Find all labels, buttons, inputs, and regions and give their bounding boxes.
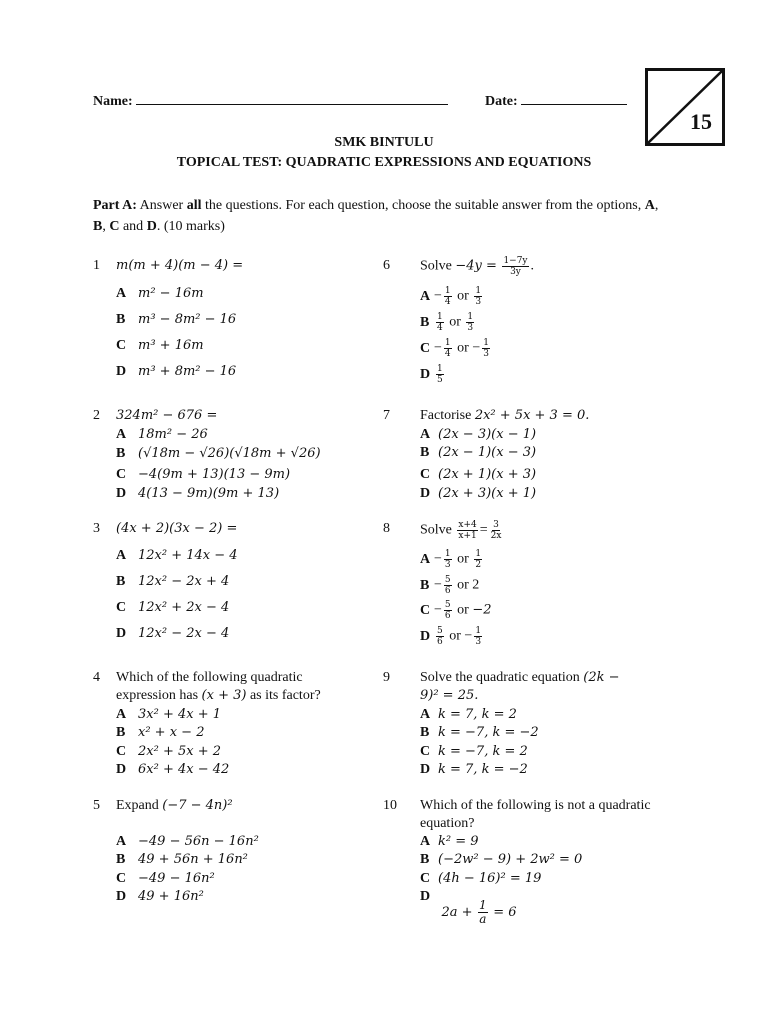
option-label: D [420, 628, 431, 644]
question-equals: = [479, 522, 488, 538]
question-text-part: Solve the quadratic equation [420, 670, 580, 685]
option-label: B [116, 725, 126, 740]
date-label: Date: [485, 94, 518, 109]
question-text: equation? [420, 816, 475, 831]
option-label: D [116, 626, 127, 641]
option-label: D [116, 762, 127, 777]
option-fraction [478, 899, 488, 926]
option-label: B [420, 445, 430, 460]
instr-C: C [109, 219, 120, 234]
question-fraction [457, 520, 477, 541]
option-label: C [420, 340, 431, 356]
option-sign: − [434, 340, 442, 356]
option-fraction [444, 549, 452, 570]
option-or: or [449, 628, 461, 644]
question-text-part: . [530, 258, 535, 274]
question-text [420, 670, 620, 686]
fraction-numerator: 1 [437, 312, 443, 322]
option-sign: − [434, 577, 442, 593]
option-label: A [420, 834, 431, 849]
option-d[interactable] [420, 364, 446, 385]
option-text: 12x² − 2x − 4 [138, 626, 230, 641]
question-number: 6 [383, 258, 390, 273]
fraction-numerator: 5 [437, 626, 443, 636]
question-expr: (−7 − 4n)² [162, 798, 233, 813]
option-text: 12x² − 2x + 4 [138, 574, 230, 589]
date-blank-line [521, 104, 627, 105]
option-sign: − [472, 340, 481, 356]
fraction-numerator: 1 [444, 286, 451, 296]
option-or: or [449, 314, 461, 330]
option-label: B [116, 446, 126, 461]
option-label: B [420, 314, 430, 330]
option-c[interactable] [116, 467, 290, 483]
option-a[interactable] [420, 707, 517, 723]
option-fraction [444, 575, 452, 596]
fraction-denominator: 4 [444, 349, 451, 359]
question-expr: (x + 3) [201, 688, 247, 703]
fraction-numerator: 5 [444, 600, 451, 610]
question-fraction [490, 520, 503, 541]
option-label: C [420, 744, 431, 759]
fraction-denominator: 4 [437, 323, 443, 333]
fraction-numerator: 1 [444, 549, 451, 559]
option-text: 2a + [441, 904, 473, 920]
option-text: k = 7, k = 2 [438, 707, 517, 722]
option-b[interactable] [116, 725, 204, 741]
option-text: x² + x − 2 [138, 725, 205, 740]
score-total: 15 [690, 109, 712, 134]
option-text: 49 + 16n² [138, 889, 204, 904]
question-text: Which of the following quadratic [116, 670, 303, 685]
option-text: −4(9m + 13)(13 − 9m) [138, 467, 291, 482]
fraction-denominator: 3 [444, 560, 451, 570]
option-label: C [420, 602, 431, 618]
option-d[interactable] [420, 762, 528, 778]
question-text [420, 256, 534, 277]
option-label: A [420, 707, 431, 722]
question-number: 9 [383, 670, 390, 685]
option-text: (√18m − √26)(√18m + √26) [138, 446, 321, 461]
fraction-numerator: 1−7y [503, 256, 528, 266]
option-d[interactable] [116, 364, 236, 380]
instr-B: B [93, 219, 103, 234]
question-text: Which of the following is not a quadratic [420, 798, 651, 813]
option-label: A [116, 286, 127, 301]
fraction-denominator: 4 [444, 297, 451, 307]
option-b[interactable] [420, 445, 536, 461]
option-b[interactable] [116, 852, 248, 868]
fraction-denominator: 2x [490, 531, 502, 541]
fraction-denominator: 3 [475, 637, 482, 647]
question-expr: 9)² = 25. [420, 688, 479, 703]
school-name: SMK BINTULU [334, 135, 434, 150]
option-sign: − [464, 628, 473, 644]
option-a[interactable] [420, 286, 484, 307]
option-d[interactable] [420, 626, 484, 647]
name-blank-line [136, 104, 448, 105]
option-label: C [116, 871, 127, 886]
option-text: (2x + 1)(x + 3) [438, 467, 537, 482]
option-or: or [457, 551, 469, 567]
question-text-part: Solve [420, 522, 452, 538]
fraction-denominator: a [479, 912, 487, 926]
part-label: Part A: [93, 198, 137, 213]
option-or: or [457, 340, 469, 356]
fraction-numerator: x+4 [458, 520, 477, 530]
option-b[interactable] [116, 574, 229, 590]
option-text: (2x + 3)(x + 1) [438, 486, 537, 501]
option-text: 3x² + 4x + 1 [138, 707, 222, 722]
fraction-numerator: 1 [437, 364, 443, 374]
instr-marks: . (10 marks) [156, 219, 225, 234]
option-a[interactable] [116, 427, 208, 443]
fraction-numerator: 1 [483, 338, 489, 348]
option-fraction [444, 286, 452, 307]
instr-D: D [146, 219, 157, 234]
option-text: 12x² + 2x − 4 [138, 600, 230, 615]
option-fraction [474, 549, 482, 570]
question-number: 10 [383, 798, 397, 813]
option-label: B [420, 577, 430, 593]
option-c[interactable] [420, 338, 492, 359]
option-sign: − [434, 551, 442, 567]
option-label: C [116, 467, 127, 482]
option-b[interactable] [420, 725, 539, 741]
fraction-denominator: 3 [475, 297, 482, 307]
instr-text: the questions. For each question, choose the suitable answer from the options, [205, 198, 642, 213]
option-label: D [420, 366, 431, 382]
option-label: B [420, 852, 430, 867]
option-label: A [116, 834, 127, 849]
option-text: (4h − 16)² = 19 [438, 871, 542, 886]
option-label: A [420, 288, 431, 304]
question-number: 2 [93, 408, 100, 423]
option-c[interactable] [420, 467, 536, 483]
option-text: 18m² − 26 [138, 427, 208, 442]
date-field [485, 94, 627, 110]
option-text: 12x² + 14x − 4 [138, 548, 238, 563]
option-d[interactable] [116, 889, 204, 905]
option-label: A [420, 427, 431, 442]
option-a[interactable] [420, 427, 536, 443]
option-text: = 6 [493, 904, 517, 920]
fraction-denominator: 3 [467, 323, 474, 333]
question-expr: −4y = [455, 258, 497, 274]
option-text: m² − 16m [138, 286, 204, 301]
fraction-numerator: 1 [479, 898, 487, 912]
option-text: (−2w² − 9) + 2w² = 0 [438, 852, 583, 867]
option-d[interactable] [420, 486, 536, 502]
option-b[interactable] [116, 312, 236, 328]
option-text: 4(13 − 9m)(9m + 13) [138, 486, 280, 501]
option-label: B [116, 852, 126, 867]
option-d[interactable] [116, 486, 279, 502]
option-label: A [420, 551, 431, 567]
option-label: A [116, 548, 127, 563]
fraction-denominator: 6 [444, 586, 451, 596]
option-c[interactable] [116, 338, 204, 354]
option-text: −49 − 16n² [138, 871, 215, 886]
option-label: D [420, 762, 431, 777]
option-d[interactable] [116, 626, 229, 642]
name-label: Name: [93, 94, 133, 109]
question-text-part: Factorise [420, 408, 472, 423]
question-number: 8 [383, 521, 390, 536]
fraction-numerator: 1 [467, 312, 474, 322]
fraction-denominator: 6 [444, 611, 451, 621]
fraction-denominator: x+1 [458, 531, 477, 541]
option-text: k = −7, k = −2 [438, 725, 539, 740]
option-label: D [116, 364, 127, 379]
fraction-denominator: 2 [475, 560, 482, 570]
option-or: or [457, 288, 469, 304]
question-expr: (2k − [583, 670, 620, 685]
option-text: m³ + 8m² − 16 [138, 364, 237, 379]
option-text: 6x² + 4x − 42 [138, 762, 230, 777]
option-fraction [436, 364, 444, 385]
question-number: 1 [93, 258, 100, 273]
fraction-denominator: 6 [437, 637, 443, 647]
option-text: 2x² + 5x + 2 [138, 744, 222, 759]
option-a[interactable] [116, 834, 259, 850]
fraction-numerator: 1 [475, 286, 482, 296]
question-text: m(m + 4)(m − 4) = [116, 258, 244, 273]
option-c[interactable] [116, 600, 229, 616]
option-a[interactable] [420, 834, 479, 850]
instr-comma: , [102, 219, 106, 234]
question-number: 3 [93, 521, 100, 536]
option-label: A [116, 707, 127, 722]
option-or: or [457, 602, 469, 618]
question-text-part: as its factor? [249, 688, 321, 703]
option-label: D [420, 486, 431, 501]
option-label: A [116, 427, 127, 442]
option-c[interactable] [420, 871, 541, 887]
question-text-part: Solve [420, 258, 452, 274]
option-sign: − [434, 602, 442, 618]
question-text-part: expression has [116, 688, 199, 703]
fraction-numerator: 5 [444, 575, 451, 585]
option-text: (2x − 1)(x − 3) [438, 445, 537, 460]
option-c[interactable] [420, 600, 491, 621]
option-fraction [466, 312, 474, 333]
option-a[interactable] [116, 707, 221, 723]
option-fraction [436, 626, 444, 647]
instr-A: A [644, 198, 655, 213]
option-label: B [420, 725, 430, 740]
option-d[interactable] [420, 889, 517, 926]
option-label: D [420, 889, 431, 904]
question-text [116, 798, 233, 814]
option-fraction [436, 312, 444, 333]
option-b[interactable] [420, 312, 476, 333]
option-label: C [116, 600, 127, 615]
fraction-denominator: 3 [483, 349, 489, 359]
option-label: C [420, 871, 431, 886]
option-text: −49 − 56n − 16n² [138, 834, 259, 849]
instr-and: and [122, 219, 144, 234]
question-text [420, 520, 504, 541]
option-label: B [116, 312, 126, 327]
option-b[interactable] [116, 446, 321, 462]
option-text: 49 + 56n + 16n² [138, 852, 248, 867]
option-b[interactable] [420, 575, 479, 596]
question-number: 5 [93, 798, 100, 813]
option-fraction [474, 626, 482, 647]
option-fraction [444, 338, 452, 359]
option-label: D [116, 486, 127, 501]
option-fraction [482, 338, 490, 359]
option-a[interactable] [420, 549, 484, 570]
option-text: k = −7, k = 2 [438, 744, 528, 759]
option-b[interactable] [420, 852, 582, 868]
fraction-numerator: 1 [444, 338, 451, 348]
option-fraction [444, 600, 452, 621]
option-or: or 2 [457, 577, 480, 593]
option-text: k² = 9 [438, 834, 479, 849]
instr-all: all [186, 198, 202, 213]
option-sign: − [434, 288, 442, 304]
option-label: C [116, 744, 127, 759]
fraction-numerator: 1 [475, 549, 482, 559]
question-text [116, 688, 321, 704]
option-c[interactable] [420, 744, 528, 760]
option-text: (2x − 3)(x − 1) [438, 427, 537, 442]
question-expr: 2x² + 5x + 3 = 0. [474, 408, 590, 423]
option-d[interactable] [116, 762, 229, 778]
instr-comma: , [654, 198, 659, 213]
option-text: m³ − 8m² − 16 [138, 312, 237, 327]
option-a[interactable] [116, 286, 204, 302]
option-text: −2 [472, 602, 492, 618]
question-text: (4x + 2)(3x − 2) = [116, 521, 238, 536]
fraction-denominator: 5 [437, 375, 443, 385]
option-text: m³ + 16m [138, 338, 204, 353]
fraction-denominator: 3y [510, 267, 521, 277]
option-label: C [116, 338, 127, 353]
question-text [420, 408, 589, 424]
option-label: B [116, 574, 126, 589]
question-number: 7 [383, 408, 390, 423]
option-text: k = 7, k = −2 [438, 762, 528, 777]
option-label: D [116, 889, 127, 904]
test-title: TOPICAL TEST: QUADRATIC EXPRESSIONS AND EQUATIONS [176, 155, 592, 170]
name-field [93, 94, 448, 110]
option-a[interactable] [116, 548, 238, 564]
fraction-numerator: 3 [493, 520, 499, 530]
instr-text: Answer [139, 198, 184, 213]
fraction-numerator: 1 [475, 626, 482, 636]
question-fraction [502, 256, 528, 277]
option-fraction [474, 286, 482, 307]
instructions [93, 195, 673, 237]
question-text-part: Expand [116, 798, 159, 813]
question-number: 4 [93, 670, 100, 685]
question-text: 324m² − 676 = [116, 408, 218, 423]
option-c[interactable] [116, 871, 215, 887]
option-c[interactable] [116, 744, 221, 760]
option-label: C [420, 467, 431, 482]
